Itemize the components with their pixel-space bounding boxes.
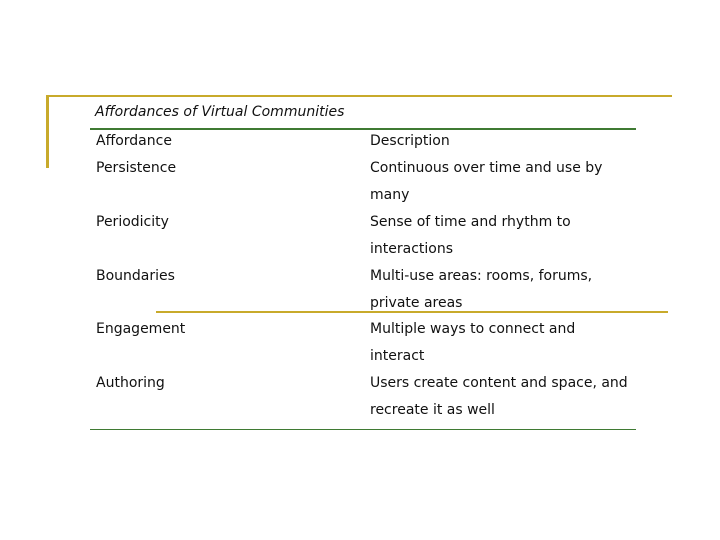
header-rule bbox=[90, 128, 636, 130]
table-row bbox=[0, 209, 720, 263]
affordance-cell: Persistence bbox=[96, 160, 177, 176]
description-cell: Multi-use areas: rooms, forums, private areas bbox=[370, 268, 593, 311]
table-caption: Affordances of Virtual Communities bbox=[95, 104, 345, 120]
affordance-cell: Authoring bbox=[96, 375, 165, 391]
description-cell: Users create content and space, and recreate it as well bbox=[370, 375, 628, 418]
table-row bbox=[0, 155, 720, 209]
affordance-cell: Engagement bbox=[96, 321, 186, 337]
table-row bbox=[0, 263, 720, 317]
bottom-rule bbox=[90, 429, 636, 430]
description-cell: Continuous over time and use by many bbox=[370, 160, 603, 203]
affordance-cell: Boundaries bbox=[96, 268, 175, 284]
description-cell: Sense of time and rhythm to interactions bbox=[370, 214, 571, 257]
description-cell: Multiple ways to connect and interact bbox=[370, 321, 576, 364]
column-header-description: Description bbox=[370, 133, 450, 149]
table-row bbox=[0, 370, 720, 424]
decorative-line-top bbox=[46, 95, 672, 97]
affordance-cell: Periodicity bbox=[96, 214, 169, 230]
table-header-row bbox=[0, 132, 720, 152]
column-header-affordance: Affordance bbox=[96, 133, 172, 149]
decorative-line-middle bbox=[156, 311, 668, 313]
table-row bbox=[0, 316, 720, 370]
